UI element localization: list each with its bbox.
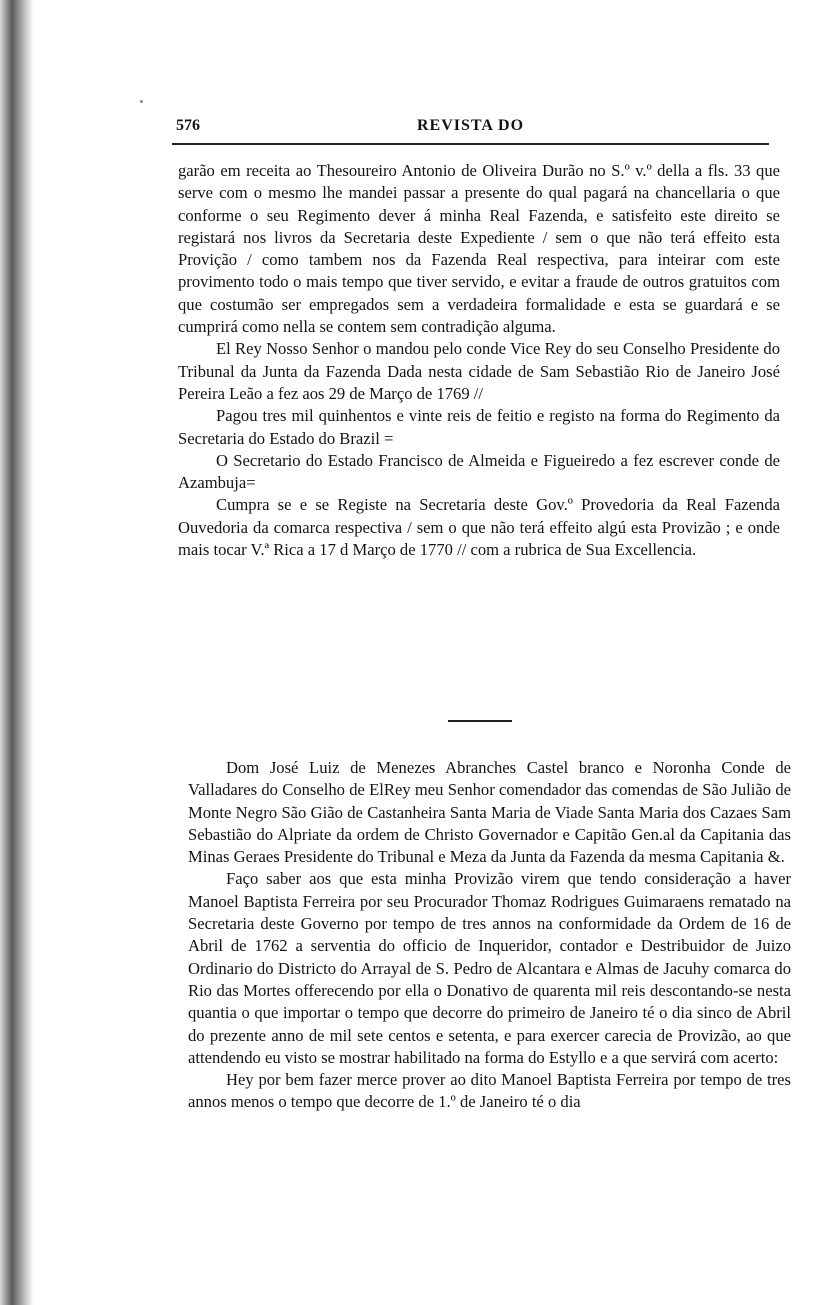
paragraph-continuation: garão em receita ao Thesoureiro Antonio de Oliveira Durão no S.º v.º della a fls. 33 que serve com o mesmo lhe mandei passar a presente do qual pagará na chancellaria o que conforme o seu Regimento dever á minha Real Fazenda, e satisfeito este direito se registará nos livros da Secretaria deste Expediente / sem o que não terá effeito esta Provição / como tambem nos da Fazenda Real respectiva, para inteirar com este provimento todo o mais tempo que tiver servido, e evitar a fraude de outros gratuitos com que costumão ser empregados sem a verdadeira formalidade e esta se guardará e se cumprirá como nella se contem sem contradição alguma. xyxy=(178,161,780,337)
document-continuation xyxy=(178,160,780,561)
running-title: REVISTA DO xyxy=(416,117,525,134)
paragraph-provision-body: Faço saber aos que esta minha Provizão virem que tendo consideração a haver Manoel Baptista Ferreira por seu Procurador Thomaz Rodrigues Guimaraens rematado na Secretaria deste Governo por tempo de tres annos na conformidade da Ordem de 16 de Abril de 1762 a serventia do officio de Inqueridor, contador e Destribuidor de Juizo Ordinario do Districto do Arrayal de S. Pedro de Alcantara e Almas de Jacuhy comarca do Rio das Mortes offerecendo por ella o Donativo de quarenta mil reis descontando-se nesta quantia o que importar o tempo que decorre do primeiro de Janeiro té o dia sinco de Abril do prezente anno de mil sete centos e setenta, e para exercer carecia de Provizão, ao que attendendo eu visto se mostrar habilitado na forma do Estyllo e a que servirá com acerto: xyxy=(188,869,791,1067)
book-gutter xyxy=(0,0,34,1305)
page-number: 576 xyxy=(176,117,200,134)
paragraph-fee: Pagou tres mil quinhentos e vinte reis de feitio e registo na forma do Regimento da Secretaria do Estado do Brazil = xyxy=(178,406,780,448)
paragraph-appointment: Hey por bem fazer merce prover ao dito Manoel Baptista Ferreira por tempo de tres annos menos o tempo que decorre de 1.º de Janeiro té o dia xyxy=(188,1070,791,1112)
print-speck xyxy=(140,100,143,103)
section-separator xyxy=(448,720,512,722)
provision-document xyxy=(188,757,791,1114)
header-rule xyxy=(172,143,769,145)
paragraph-secretary: O Secretario do Estado Francisco de Almeida e Figueiredo a fez escrever conde de Azambuja= xyxy=(178,450,780,493)
running-header xyxy=(172,117,769,139)
paragraph-register-order: Cumpra se e se Registe na Secretaria deste Gov.º Provedoria da Real Fazenda Ouvedoria da comarca respectiva / sem o que não terá effeito algú esta Provizão ; e onde mais tocar V.ª Rica a 17 d Março de 1770 // com a rubrica de Sua Excellencia. xyxy=(178,495,780,560)
paragraph-signature: El Rey Nosso Senhor o mandou pelo conde Vice Rey do seu Conselho Presidente do Tribunal da Junta da Fazenda Dada nesta cidade de Sam Sebastião Rio de Janeiro José Pereira Leão a fez aos 29 de Março de 1769 // xyxy=(178,339,780,403)
paragraph-governor-title: Dom José Luiz de Menezes Abranches Castel branco e Noronha Conde de Valladares do Conselho de ElRey meu Senhor comendador das comendas de São Julião de Monte Negro São Gião de Castanheira Santa Maria de Viade Santa Maria dos Cazaes Sam Sebastião do Alpriate da ordem de Christo Governador e Capitão Gen.al da Capitania das Minas Geraes Presidente do Tribunal e Meza da Junta da Fazenda da mesma Capitania &. xyxy=(188,758,791,867)
